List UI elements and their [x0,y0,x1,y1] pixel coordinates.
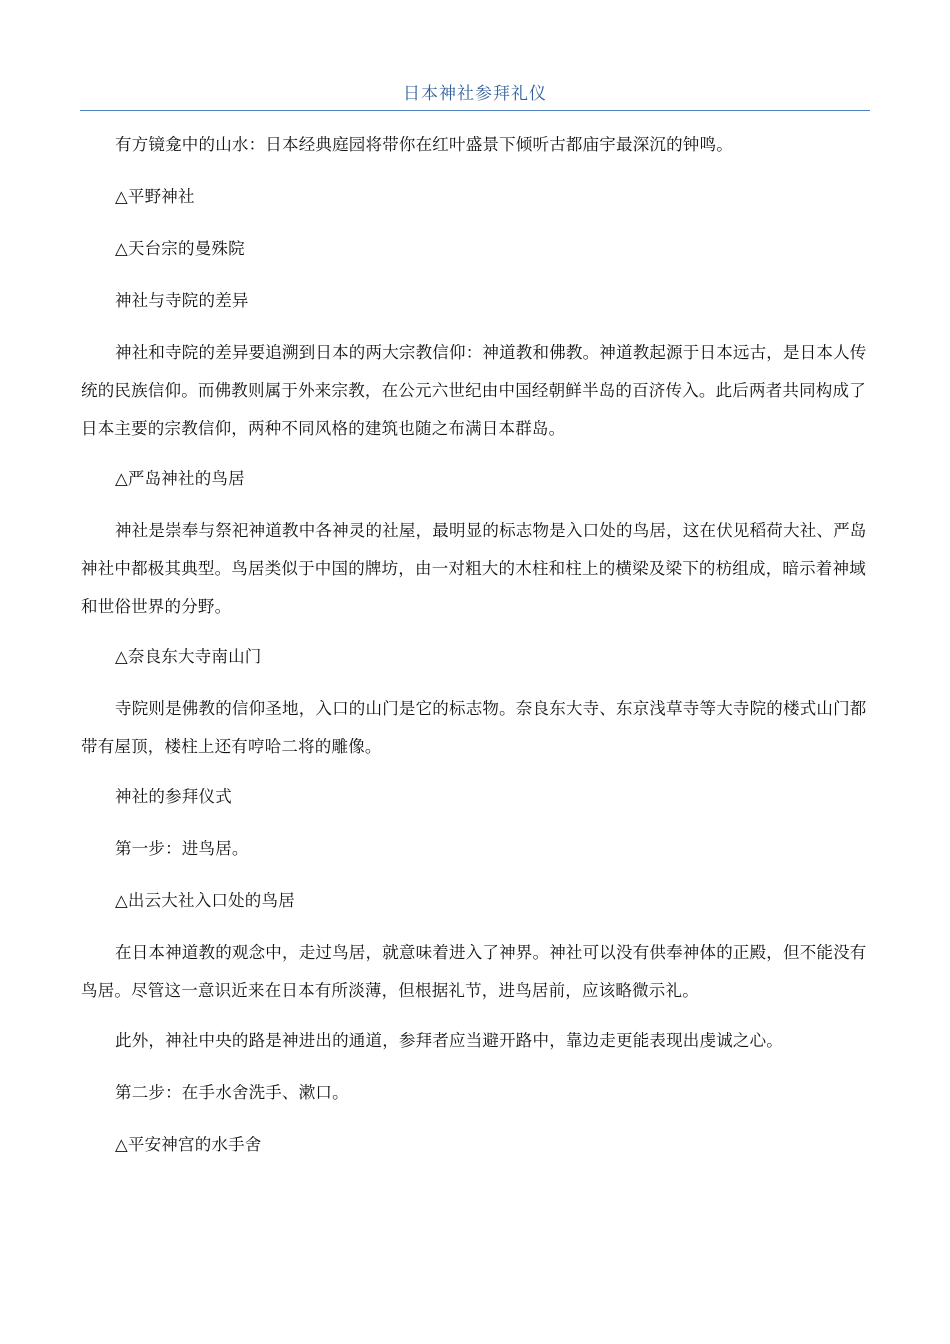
paragraph-intro: 有方镜龛中的山水：日本经典庭园将带你在红叶盛景下倾听古都庙宇最深沉的钟鸣。 [115,135,733,154]
step-two: 第二步：在手水舍洗手、漱口。 [115,1083,349,1102]
paragraph-temple-gate: 寺院则是佛教的信仰圣地，入口的山门是它的标志物。奈良东大寺、东京浅草寺等大寺院的楼式山门都带有屋顶，楼柱上还有哼哈二将的雕像。 [81,699,867,756]
document-body [81,126,871,1178]
section-heading-worship: 神社的参拜仪式 [115,787,232,806]
page-header [80,78,870,111]
caption-todaiji-gate: △奈良东大寺南山门 [115,647,262,666]
paragraph-religions: 神社和寺院的差异要追溯到日本的两大宗教信仰：神道教和佛教。神道教起源于日本远古，是日本人传统的民族信仰。而佛教则属于外来宗教，在公元六世纪由中国经朝鲜半岛的百济传入。此后两者共同构成了日本主要的宗教信仰，两种不同风格的建筑也随之布满日本群岛。 [81,343,867,438]
paragraph-shrine-torii: 神社是崇奉与祭祀神道教中各神灵的社屋，最明显的标志物是入口处的鸟居，这在伏见稻荷大社、严岛神社中都极其典型。鸟居类似于中国的牌坊，由一对粗大的木柱和柱上的横梁及梁下的枋组成，暗示着神域和世俗世界的分野。 [81,521,867,616]
caption-heian-temizuya: △平安神宫的水手舍 [115,1135,262,1154]
section-heading-differences: 神社与寺院的差异 [115,291,249,310]
paragraph-entering-torii: 在日本神道教的观念中，走过鸟居，就意味着进入了神界。神社可以没有供奉神体的正殿，但不能没有鸟居。尽管这一意识近来在日本有所淡薄，但根据礼节，进鸟居前，应该略微示礼。 [81,943,867,1000]
caption-itsukushima-torii: △严岛神社的鸟居 [115,469,245,488]
caption-izumo-torii: △出云大社入口处的鸟居 [115,891,295,910]
caption-hirano-shrine: △平野神社 [115,187,195,206]
paragraph-central-path: 此外，神社中央的路是神进出的通道，参拜者应当避开路中，靠边走更能表现出虔诚之心。 [115,1031,783,1050]
document-title: 日本神社参拜礼仪 [403,84,547,104]
step-one: 第一步：进鸟居。 [115,839,249,858]
caption-manshuin: △天台宗的曼殊院 [115,239,245,258]
